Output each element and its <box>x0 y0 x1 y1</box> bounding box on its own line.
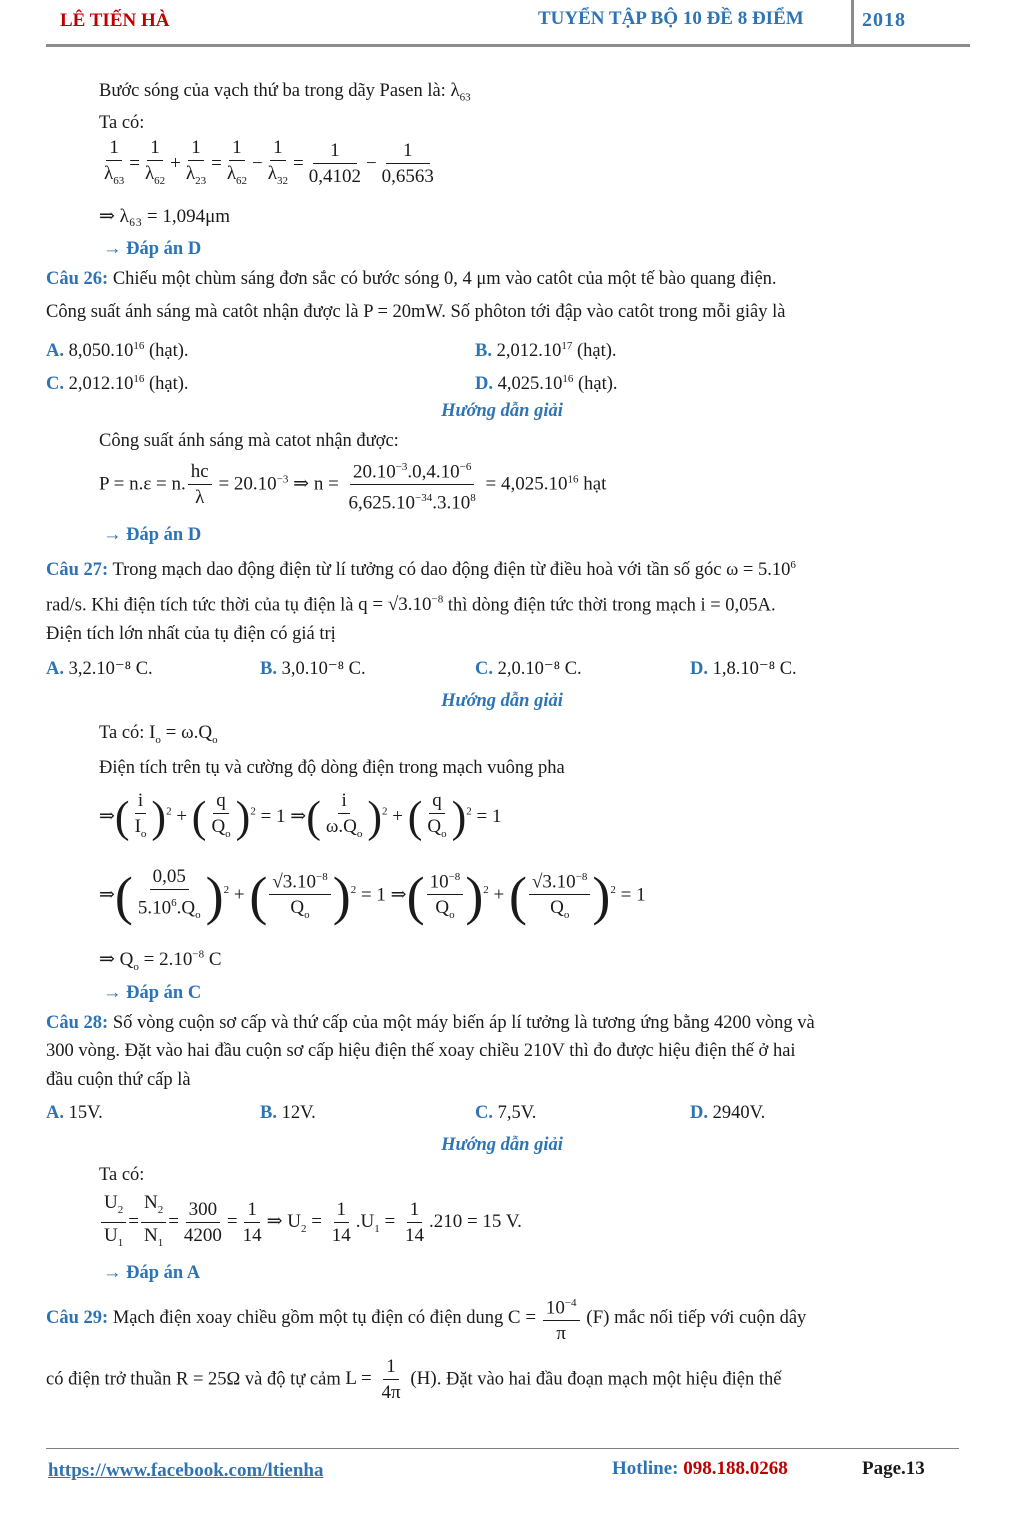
q26-solution-line: Công suất ánh sáng mà catot nhận được: <box>99 431 399 451</box>
footer-hotline-number: 098.188.0268 <box>683 1458 788 1479</box>
q26-text-line1: Câu 26: Chiếu một chùm sáng đơn sắc có bước sóng 0, 4 μm vào catôt của một tế bào quang điện. <box>46 269 777 289</box>
footer-rule <box>46 1448 959 1449</box>
q28-option-a: A. 15V. <box>46 1103 103 1123</box>
header-year: 2018 <box>862 9 906 31</box>
q26-text-line2: Công suất ánh sáng mà catôt nhận được là P = 20mW. Số phôton tới đập vào catôt trong mỗi giây là <box>46 302 786 322</box>
intro-equation: $\frac{1}{\lambda_{63}}$ = $\frac{1}{\lambda_{62}}$ + $\frac{1}{\lambda_{23}}$ = $\frac{1}{\lambda_{62}}$ − $\frac{1}{\lambda_{32}}$ = $\frac{1}{0,4102}$ − $\frac{1}{0,6563}$ <box>104 137 434 188</box>
q28-equation: $\frac{U_2}{U_1}$ = $\frac{N_2}{N_1}$ = $\frac{300}{4200}$ = $\frac{1}{14}$ ⇒ $U_2$ = $\frac{1}{14}$ $.U_1$ = $\frac{1}{14}$ .210 = 15 V. <box>99 1192 522 1254</box>
q26-option-a: A. 8,050.10$^{16}$ (hạt). <box>46 340 189 362</box>
q28-guide-heading: Hướng dẫn giải <box>441 1135 563 1155</box>
q26-answer: → Đáp án D <box>103 525 202 545</box>
intro-answer: → Đáp án D <box>103 239 202 259</box>
header-author: LÊ TIẾN HÀ <box>60 10 170 31</box>
q29-text-line1: Câu 29: Mạch điện xoay chiều gồm một tụ điện có điện dung C = $\frac{10^{-4}}{\pi}$ (F) mắc nối tiếp với cuộn dây <box>46 1292 806 1345</box>
q27-equation-1: ⇒( $\frac{i}{I_o}$ )$^2$ + ( $\frac{q}{Q_o}$ )$^2$ = 1 ⇒( $\frac{i}{\omega.Q_o}$ )$^2$ + ( $\frac{q}{Q_o}$ )$^2$ = 1 <box>99 790 502 842</box>
q28-answer: → Đáp án A <box>103 1263 201 1283</box>
q28-text-line2: 300 vòng. Đặt vào hai đầu cuộn sơ cấp hiệu điện thế xoay chiều 210V thì đo được hiệu điện thế ở hai <box>46 1041 796 1061</box>
q28-option-b: B. 12V. <box>260 1103 316 1123</box>
q27-solution-taco: Ta có: $I_o = \omega.Q_o$ <box>99 722 218 746</box>
q29-text-line2: có điện trở thuần R = 25Ω và độ tự cảm L = $\frac{1}{4\pi}$ (H). Đặt vào hai đầu đoạn mạch một hiệu điện thế <box>46 1356 782 1403</box>
q28-text-line1: Câu 28: Số vòng cuộn sơ cấp và thứ cấp của một máy biến áp lí tưởng là tương ứng bằng 4200 vòng và <box>46 1013 815 1033</box>
q26-option-c: C. 2,012.10$^{16}$ (hạt). <box>46 373 189 395</box>
q27-result: ⇒ $Q_o = 2.10^{-8}$ C <box>99 948 222 973</box>
q28-option-d: D. 2940V. <box>690 1103 766 1123</box>
q27-text-line2: rad/s. Khi điện tích tức thời của tụ điện là $q = √3.10^{-8}$ thì dòng điện tức thời trong mạch i = 0,05A. <box>46 594 776 616</box>
q27-option-c: C. 2,0.10⁻⁸ C. <box>475 659 582 679</box>
q27-text-line1: Câu 27: Trong mạch dao động điện từ lí tưởng có dao động điện từ điều hoà với tần số góc $\omega = 5.10^6$ <box>46 559 796 581</box>
q27-option-b: B. 3,0.10⁻⁸ C. <box>260 659 366 679</box>
intro-taco: Ta có: <box>99 113 145 133</box>
header-rule <box>46 44 970 47</box>
q27-option-d: D. 1,8.10⁻⁸ C. <box>690 659 797 679</box>
footer-facebook-link[interactable]: https://www.facebook.com/ltienha <box>48 1460 324 1481</box>
q27-solution-line2: Điện tích trên tụ và cường độ dòng điện trong mạch vuông pha <box>99 758 565 778</box>
footer-page-number: Page.13 <box>862 1458 925 1479</box>
q26-option-d: D. 4,025.10$^{16}$ (hạt). <box>475 373 618 395</box>
intro-line: Bước sóng của vạch thứ ba trong dãy Pasen là: $\lambda_{63}$ <box>99 80 471 104</box>
q26-equation: P = n.ε = n. $\frac{hc}{\lambda}$ = $20.10^{-3}$ ⇒ n = $\frac{20.10^{-3}.0,4.10^{-6}}{6,625.10^{-34}.3.10^8}$ = $4,025.10^{16}$ hạt <box>99 456 606 515</box>
q26-guide-heading: Hướng dẫn giải <box>441 401 563 421</box>
intro-result: ⇒ λ₆₃ = 1,094μm <box>99 206 231 227</box>
header-divider <box>851 0 854 46</box>
q27-guide-heading: Hướng dẫn giải <box>441 691 563 711</box>
q26-option-b: B. 2,012.10$^{17}$ (hạt). <box>475 340 617 362</box>
header-series: TUYỂN TẬP BỘ 10 ĐỀ 8 ĐIỂM <box>538 8 804 29</box>
q28-option-c: C. 7,5V. <box>475 1103 537 1123</box>
q28-solution-taco: Ta có: <box>99 1165 145 1185</box>
footer-hotline: Hotline: 098.188.0268 <box>612 1458 788 1479</box>
q27-equation-2: ⇒( $\frac{0,05}{5.10^6.Q_o}$ )$^2$ + ( $\frac{√3.10^{-8}}{Q_o}$ )$^2$ = 1 ⇒( $\frac{10^{-8}}{Q_o}$ )$^2$ + ( $\frac{√3.10^{-8}}{Q_o}$ )$^2$ = 1 <box>99 866 646 927</box>
q28-text-line3: đầu cuộn thứ cấp là <box>46 1070 191 1090</box>
q27-answer: → Đáp án C <box>103 983 202 1003</box>
q27-option-a: A. 3,2.10⁻⁸ C. <box>46 659 153 679</box>
q27-text-line3: Điện tích lớn nhất của tụ điện có giá trị <box>46 624 336 644</box>
